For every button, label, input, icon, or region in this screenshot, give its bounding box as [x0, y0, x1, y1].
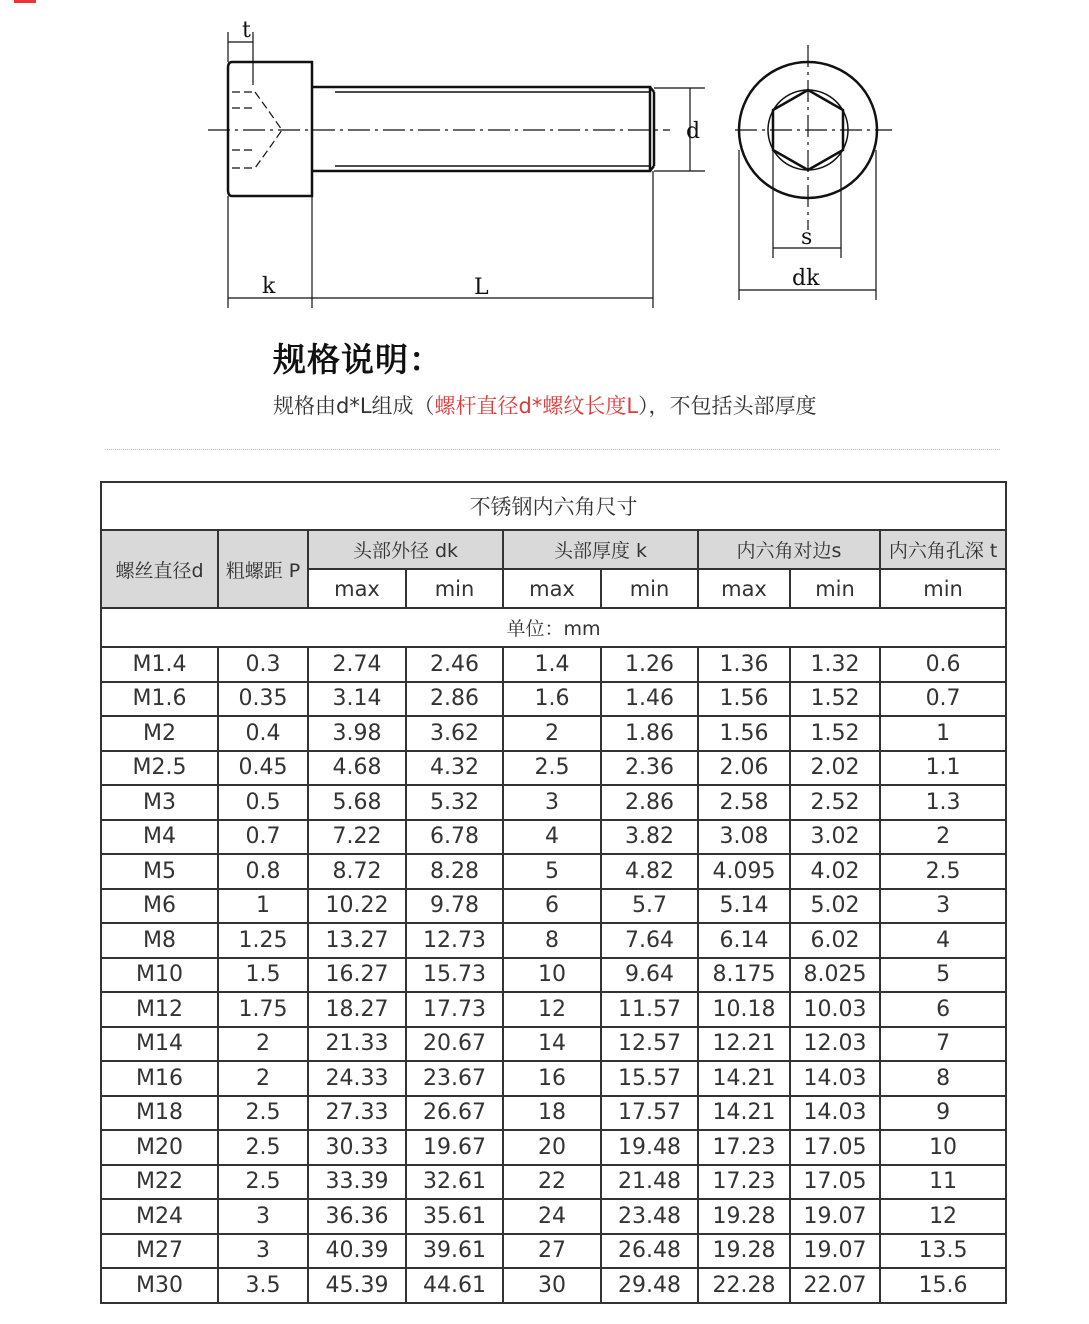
table-cell: 4 [880, 923, 1006, 958]
table-cell: 29.48 [601, 1268, 698, 1303]
table-row [101, 1130, 1006, 1165]
table-cell: 40.39 [308, 1234, 406, 1269]
table-cell: M2.5 [101, 751, 218, 786]
table-cell: 2 [503, 716, 601, 751]
table-cell: 17.23 [698, 1165, 790, 1200]
table-cell: 16.27 [308, 958, 406, 993]
table-cell: 1 [218, 889, 308, 924]
table-cell: 11 [880, 1165, 1006, 1200]
sub-min: min [406, 569, 503, 608]
table-cell: 3 [503, 785, 601, 820]
table-cell: 2.5 [218, 1130, 308, 1165]
table-cell: M14 [101, 1027, 218, 1062]
table-cell: 0.7 [218, 820, 308, 855]
table-cell: 30.33 [308, 1130, 406, 1165]
table-cell: 3.08 [698, 820, 790, 855]
table-row [101, 992, 1006, 1027]
label-k: k [262, 274, 276, 299]
table-cell: 3.5 [218, 1268, 308, 1303]
table-cell: 0.3 [218, 647, 308, 682]
screw-head-shape [228, 62, 312, 196]
table-cell: 1.6 [503, 682, 601, 717]
desc-prefix: 规格由d*L组成（ [273, 394, 435, 418]
table-cell: 2.58 [698, 785, 790, 820]
table-cell: 12.57 [601, 1027, 698, 1062]
table-cell: 14 [503, 1027, 601, 1062]
header-hex-width: 内六角对边s [698, 530, 880, 569]
table-cell: 2.74 [308, 647, 406, 682]
table-cell: 7 [880, 1027, 1006, 1062]
table-row [101, 889, 1006, 924]
table-cell: M24 [101, 1199, 218, 1234]
desc-highlight: 螺杆直径d*螺纹长度L [434, 394, 639, 418]
label-dk: dk [792, 266, 820, 291]
table-cell: 10.03 [790, 992, 880, 1027]
table-cell: 8.175 [698, 958, 790, 993]
table-cell: 3.02 [790, 820, 880, 855]
table-row [101, 1234, 1006, 1269]
table-cell: 23.48 [601, 1199, 698, 1234]
table-cell: 1.25 [218, 923, 308, 958]
header-hex-depth: 内六角孔深 t [880, 530, 1006, 569]
table-cell: M30 [101, 1268, 218, 1303]
table-cell: 3.82 [601, 820, 698, 855]
table-cell: 3 [218, 1234, 308, 1269]
table-cell: 30 [503, 1268, 601, 1303]
table-cell: 15.73 [406, 958, 503, 993]
table-cell: 22.07 [790, 1268, 880, 1303]
table-row [101, 854, 1006, 889]
table-cell: M6 [101, 889, 218, 924]
table-cell: 5 [503, 854, 601, 889]
table-cell: 1.56 [698, 682, 790, 717]
table-cell: 3.62 [406, 716, 503, 751]
table-cell: 1 [880, 716, 1006, 751]
table-row [101, 1199, 1006, 1234]
table-row [101, 958, 1006, 993]
table-cell: 2 [218, 1061, 308, 1096]
table-cell: 17.05 [790, 1130, 880, 1165]
table-cell: 2.5 [218, 1096, 308, 1131]
table-cell: 4.68 [308, 751, 406, 786]
table-cell: 8 [503, 923, 601, 958]
table-cell: 17.23 [698, 1130, 790, 1165]
table-cell: 2 [218, 1027, 308, 1062]
table-cell: 17.73 [406, 992, 503, 1027]
table-cell: 8.025 [790, 958, 880, 993]
table-cell: 26.48 [601, 1234, 698, 1269]
table-cell: 5.14 [698, 889, 790, 924]
table-cell: 10.22 [308, 889, 406, 924]
desc-suffix: ），不包括头部厚度 [638, 394, 817, 418]
spec-title: 规格说明： [273, 340, 443, 379]
table-cell: 27 [503, 1234, 601, 1269]
table-cell: 17.05 [790, 1165, 880, 1200]
spec-description [273, 390, 817, 420]
table-row [101, 785, 1006, 820]
table-cell: 6 [503, 889, 601, 924]
table-cell: 3.98 [308, 716, 406, 751]
header-diameter: 螺丝直径d [101, 530, 218, 608]
table-cell: 35.61 [406, 1199, 503, 1234]
table-cell: M4 [101, 820, 218, 855]
table-cell: 0.5 [218, 785, 308, 820]
table-cell: 14.03 [790, 1096, 880, 1131]
table-cell: 0.6 [880, 647, 1006, 682]
screw-technical-drawing [0, 0, 1089, 320]
table-cell: 21.33 [308, 1027, 406, 1062]
table-cell: 10.18 [698, 992, 790, 1027]
table-cell: 6.14 [698, 923, 790, 958]
table-cell: 12 [880, 1199, 1006, 1234]
table-row [101, 1165, 1006, 1200]
table-cell: 2.86 [601, 785, 698, 820]
header-pitch: 粗螺距 P [218, 530, 308, 608]
table-cell: 1.4 [503, 647, 601, 682]
table-cell: 5.02 [790, 889, 880, 924]
table-body [101, 647, 1006, 1303]
table-cell: 19.07 [790, 1234, 880, 1269]
table-cell: 19.67 [406, 1130, 503, 1165]
table-cell: 7.64 [601, 923, 698, 958]
label-t: t [242, 18, 251, 43]
table-cell: 12 [503, 992, 601, 1027]
table-cell: 20.67 [406, 1027, 503, 1062]
table-cell: 17.57 [601, 1096, 698, 1131]
table-cell: 10 [880, 1130, 1006, 1165]
table-cell: M27 [101, 1234, 218, 1269]
table-cell: 2 [880, 820, 1006, 855]
table-cell: 2.52 [790, 785, 880, 820]
table-cell: M3 [101, 785, 218, 820]
table-cell: 4.095 [698, 854, 790, 889]
table-row [101, 1027, 1006, 1062]
table-cell: 1.56 [698, 716, 790, 751]
table-title: 不锈钢内六角尺寸 [101, 482, 1006, 530]
table-cell: 14.21 [698, 1096, 790, 1131]
table-cell: 22 [503, 1165, 601, 1200]
table-cell: 2.06 [698, 751, 790, 786]
table-cell: 1.3 [880, 785, 1006, 820]
table-row [101, 1061, 1006, 1096]
table-cell: 23.67 [406, 1061, 503, 1096]
table-cell: 2.02 [790, 751, 880, 786]
label-L: L [474, 275, 489, 300]
table-row [101, 716, 1006, 751]
table-cell: 19.28 [698, 1234, 790, 1269]
table-cell: M20 [101, 1130, 218, 1165]
table-cell: 10 [503, 958, 601, 993]
table-row [101, 647, 1006, 682]
table-cell: M8 [101, 923, 218, 958]
label-d: d [686, 119, 701, 144]
table-cell: 0.7 [880, 682, 1006, 717]
table-cell: 1.1 [880, 751, 1006, 786]
table-cell: 3.14 [308, 682, 406, 717]
sub-max: max [308, 569, 406, 608]
table-cell: 12.03 [790, 1027, 880, 1062]
table-cell: 19.48 [601, 1130, 698, 1165]
table-row [101, 820, 1006, 855]
table-cell: 2.5 [503, 751, 601, 786]
header-head-diameter: 头部外径 dk [308, 530, 503, 569]
table-cell: 36.36 [308, 1199, 406, 1234]
table-cell: 8.28 [406, 854, 503, 889]
table-cell: 6.02 [790, 923, 880, 958]
table-cell: M1.6 [101, 682, 218, 717]
table-cell: 2.46 [406, 647, 503, 682]
table-cell: 6.78 [406, 820, 503, 855]
table-cell: M18 [101, 1096, 218, 1131]
table-cell: 16 [503, 1061, 601, 1096]
table-cell: M22 [101, 1165, 218, 1200]
table-row [101, 923, 1006, 958]
table-cell: 15.6 [880, 1268, 1006, 1303]
table-cell: M5 [101, 854, 218, 889]
table-cell: 1.86 [601, 716, 698, 751]
table-cell: 4.02 [790, 854, 880, 889]
sub-max: max [503, 569, 601, 608]
label-s: s [801, 225, 813, 250]
table-cell: 19.07 [790, 1199, 880, 1234]
table-cell: 3 [880, 889, 1006, 924]
table-cell: 5.7 [601, 889, 698, 924]
table-cell: 3 [218, 1199, 308, 1234]
sub-max: max [698, 569, 790, 608]
table-row [101, 1096, 1006, 1131]
table-cell: M1.4 [101, 647, 218, 682]
table-cell: M2 [101, 716, 218, 751]
table-cell: 1.32 [790, 647, 880, 682]
table-cell: 1.52 [790, 682, 880, 717]
table-cell: 20 [503, 1130, 601, 1165]
sub-min: min [880, 569, 1006, 608]
table-cell: 32.61 [406, 1165, 503, 1200]
table-cell: 39.61 [406, 1234, 503, 1269]
table-cell: M10 [101, 958, 218, 993]
table-cell: 1.36 [698, 647, 790, 682]
table-cell: M12 [101, 992, 218, 1027]
table-cell: 4.32 [406, 751, 503, 786]
table-cell: 13.5 [880, 1234, 1006, 1269]
table-cell: 18.27 [308, 992, 406, 1027]
table-cell: 33.39 [308, 1165, 406, 1200]
table-cell: 0.8 [218, 854, 308, 889]
table-cell: 14.03 [790, 1061, 880, 1096]
table-cell: 18 [503, 1096, 601, 1131]
table-cell: 26.67 [406, 1096, 503, 1131]
table-cell: 4 [503, 820, 601, 855]
header-head-thickness: 头部厚度 k [503, 530, 698, 569]
dimension-table [100, 481, 1007, 1304]
table-cell: M16 [101, 1061, 218, 1096]
table-cell: 9 [880, 1096, 1006, 1131]
table-cell: 15.57 [601, 1061, 698, 1096]
table-cell: 8 [880, 1061, 1006, 1096]
table-cell: 2.86 [406, 682, 503, 717]
table-cell: 13.27 [308, 923, 406, 958]
divider [105, 449, 1000, 450]
table-cell: 9.78 [406, 889, 503, 924]
table-row [101, 751, 1006, 786]
table-cell: 1.5 [218, 958, 308, 993]
table-cell: 44.61 [406, 1268, 503, 1303]
table-cell: 0.45 [218, 751, 308, 786]
unit-label: 单位：mm [101, 608, 1006, 647]
table-cell: 6 [880, 992, 1006, 1027]
table-cell: 1.46 [601, 682, 698, 717]
table-cell: 12.73 [406, 923, 503, 958]
sub-min: min [601, 569, 698, 608]
table-cell: 2.5 [218, 1165, 308, 1200]
table-cell: 45.39 [308, 1268, 406, 1303]
table-cell: 24.33 [308, 1061, 406, 1096]
table-cell: 11.57 [601, 992, 698, 1027]
table-cell: 12.21 [698, 1027, 790, 1062]
sub-min: min [790, 569, 880, 608]
table-cell: 9.64 [601, 958, 698, 993]
table-cell: 0.4 [218, 716, 308, 751]
table-cell: 0.35 [218, 682, 308, 717]
table-cell: 1.26 [601, 647, 698, 682]
table-cell: 22.28 [698, 1268, 790, 1303]
table-cell: 24 [503, 1199, 601, 1234]
table-cell: 27.33 [308, 1096, 406, 1131]
table-row [101, 1268, 1006, 1303]
table-cell: 5.32 [406, 785, 503, 820]
table-cell: 5 [880, 958, 1006, 993]
table-cell: 2.36 [601, 751, 698, 786]
table-cell: 1.75 [218, 992, 308, 1027]
table-cell: 7.22 [308, 820, 406, 855]
table-cell: 14.21 [698, 1061, 790, 1096]
table-cell: 4.82 [601, 854, 698, 889]
screw-shank-shape [312, 87, 650, 171]
table-cell: 1.52 [790, 716, 880, 751]
table-cell: 19.28 [698, 1199, 790, 1234]
table-row [101, 682, 1006, 717]
table-cell: 8.72 [308, 854, 406, 889]
table-cell: 21.48 [601, 1165, 698, 1200]
table-cell: 2.5 [880, 854, 1006, 889]
table-cell: 5.68 [308, 785, 406, 820]
